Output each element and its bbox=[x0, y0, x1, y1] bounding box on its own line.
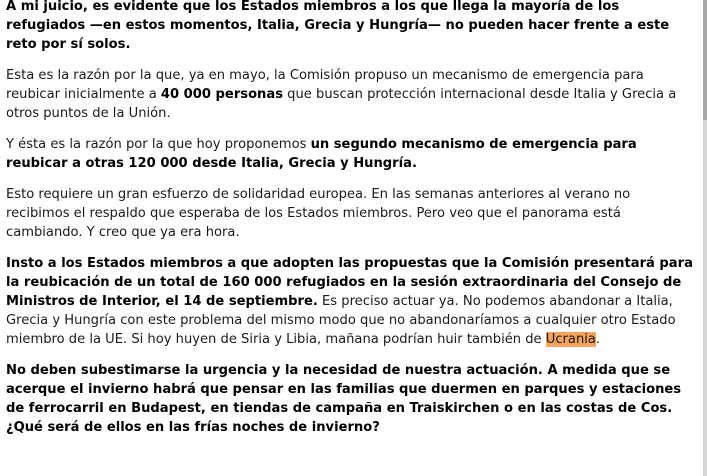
paragraph-4 bbox=[6, 185, 696, 242]
paragraph-3-bold: un segundo mecanismo de emergencia para reubicar a otras 120 000 desde Italia, Grecia y Hungría. bbox=[6, 137, 637, 171]
paragraph-1-bold: A mi juicio, es evidente que los Estados miembros a los que llega la mayoría de los refugiados —en estos momentos, Italia, Grecia y Hungría— no pueden hacer frente a este reto por sí solos. bbox=[6, 0, 670, 52]
paragraph-2-text-c: que buscan protección internacional desde Italia y Grecia a otros puntos de la Unión. bbox=[6, 87, 677, 121]
paragraph-1 bbox=[6, 0, 696, 54]
scrollbar-thumb[interactable] bbox=[703, 0, 707, 120]
vertical-scrollbar[interactable] bbox=[703, 0, 707, 476]
paragraph-5-period: . bbox=[595, 332, 601, 347]
paragraph-6 bbox=[6, 361, 696, 437]
paragraph-5 bbox=[6, 254, 696, 349]
paragraph-2-text-a: Esta es la razón por la que, ya en mayo, la Comisión propuso un mecanismo de emergencia para reubicar inicialmente a bbox=[6, 68, 644, 102]
paragraph-3 bbox=[6, 135, 696, 173]
paragraph-5-bold: Insto a los Estados miembros a que adopten las propuestas que la Comisión presentará para la reubicación de un total de 160 000 refugiados en la sesión extraordinaria del Consejo de Ministros de Interior, el 14 de septiembre. bbox=[6, 256, 693, 309]
paragraph-6-bold: No deben subestimarse la urgencia y la necesidad de nuestra actuación. A medida que se acerque el invierno habrá que pensar en las familias que duermen en parques y estaciones de ferrocarril en Budapest, en tiendas de campaña en Traiskirchen o en las costas de Cos. ¿Qué será de ellos en las frías noches de invierno? bbox=[6, 363, 682, 435]
paragraph-2 bbox=[6, 66, 696, 123]
paragraph-5-text: Es preciso actuar ya. No podemos abandonar a Italia, Grecia y Hungría con este problema del mismo modo que no abandonaríamos a cualquier otro Estado miembro de la UE. Si hoy huyen de Siria y Libia, mañana podrían huir también de bbox=[6, 294, 676, 347]
paragraph-2-bold: 40 000 personas bbox=[160, 87, 284, 102]
search-highlight: Ucrania bbox=[545, 332, 596, 347]
paragraph-4-text: Esto requiere un gran esfuerzo de solidaridad europea. En las semanas anteriores al verano no recibimos el respaldo que esperaba de los Estados miembros. Pero veo que el panorama está cambiando. Y creo que ya era hora. bbox=[6, 187, 631, 240]
paragraph-3-text: Y ésta es la razón por la que hoy proponemos bbox=[6, 137, 311, 152]
article-body bbox=[6, 0, 696, 449]
